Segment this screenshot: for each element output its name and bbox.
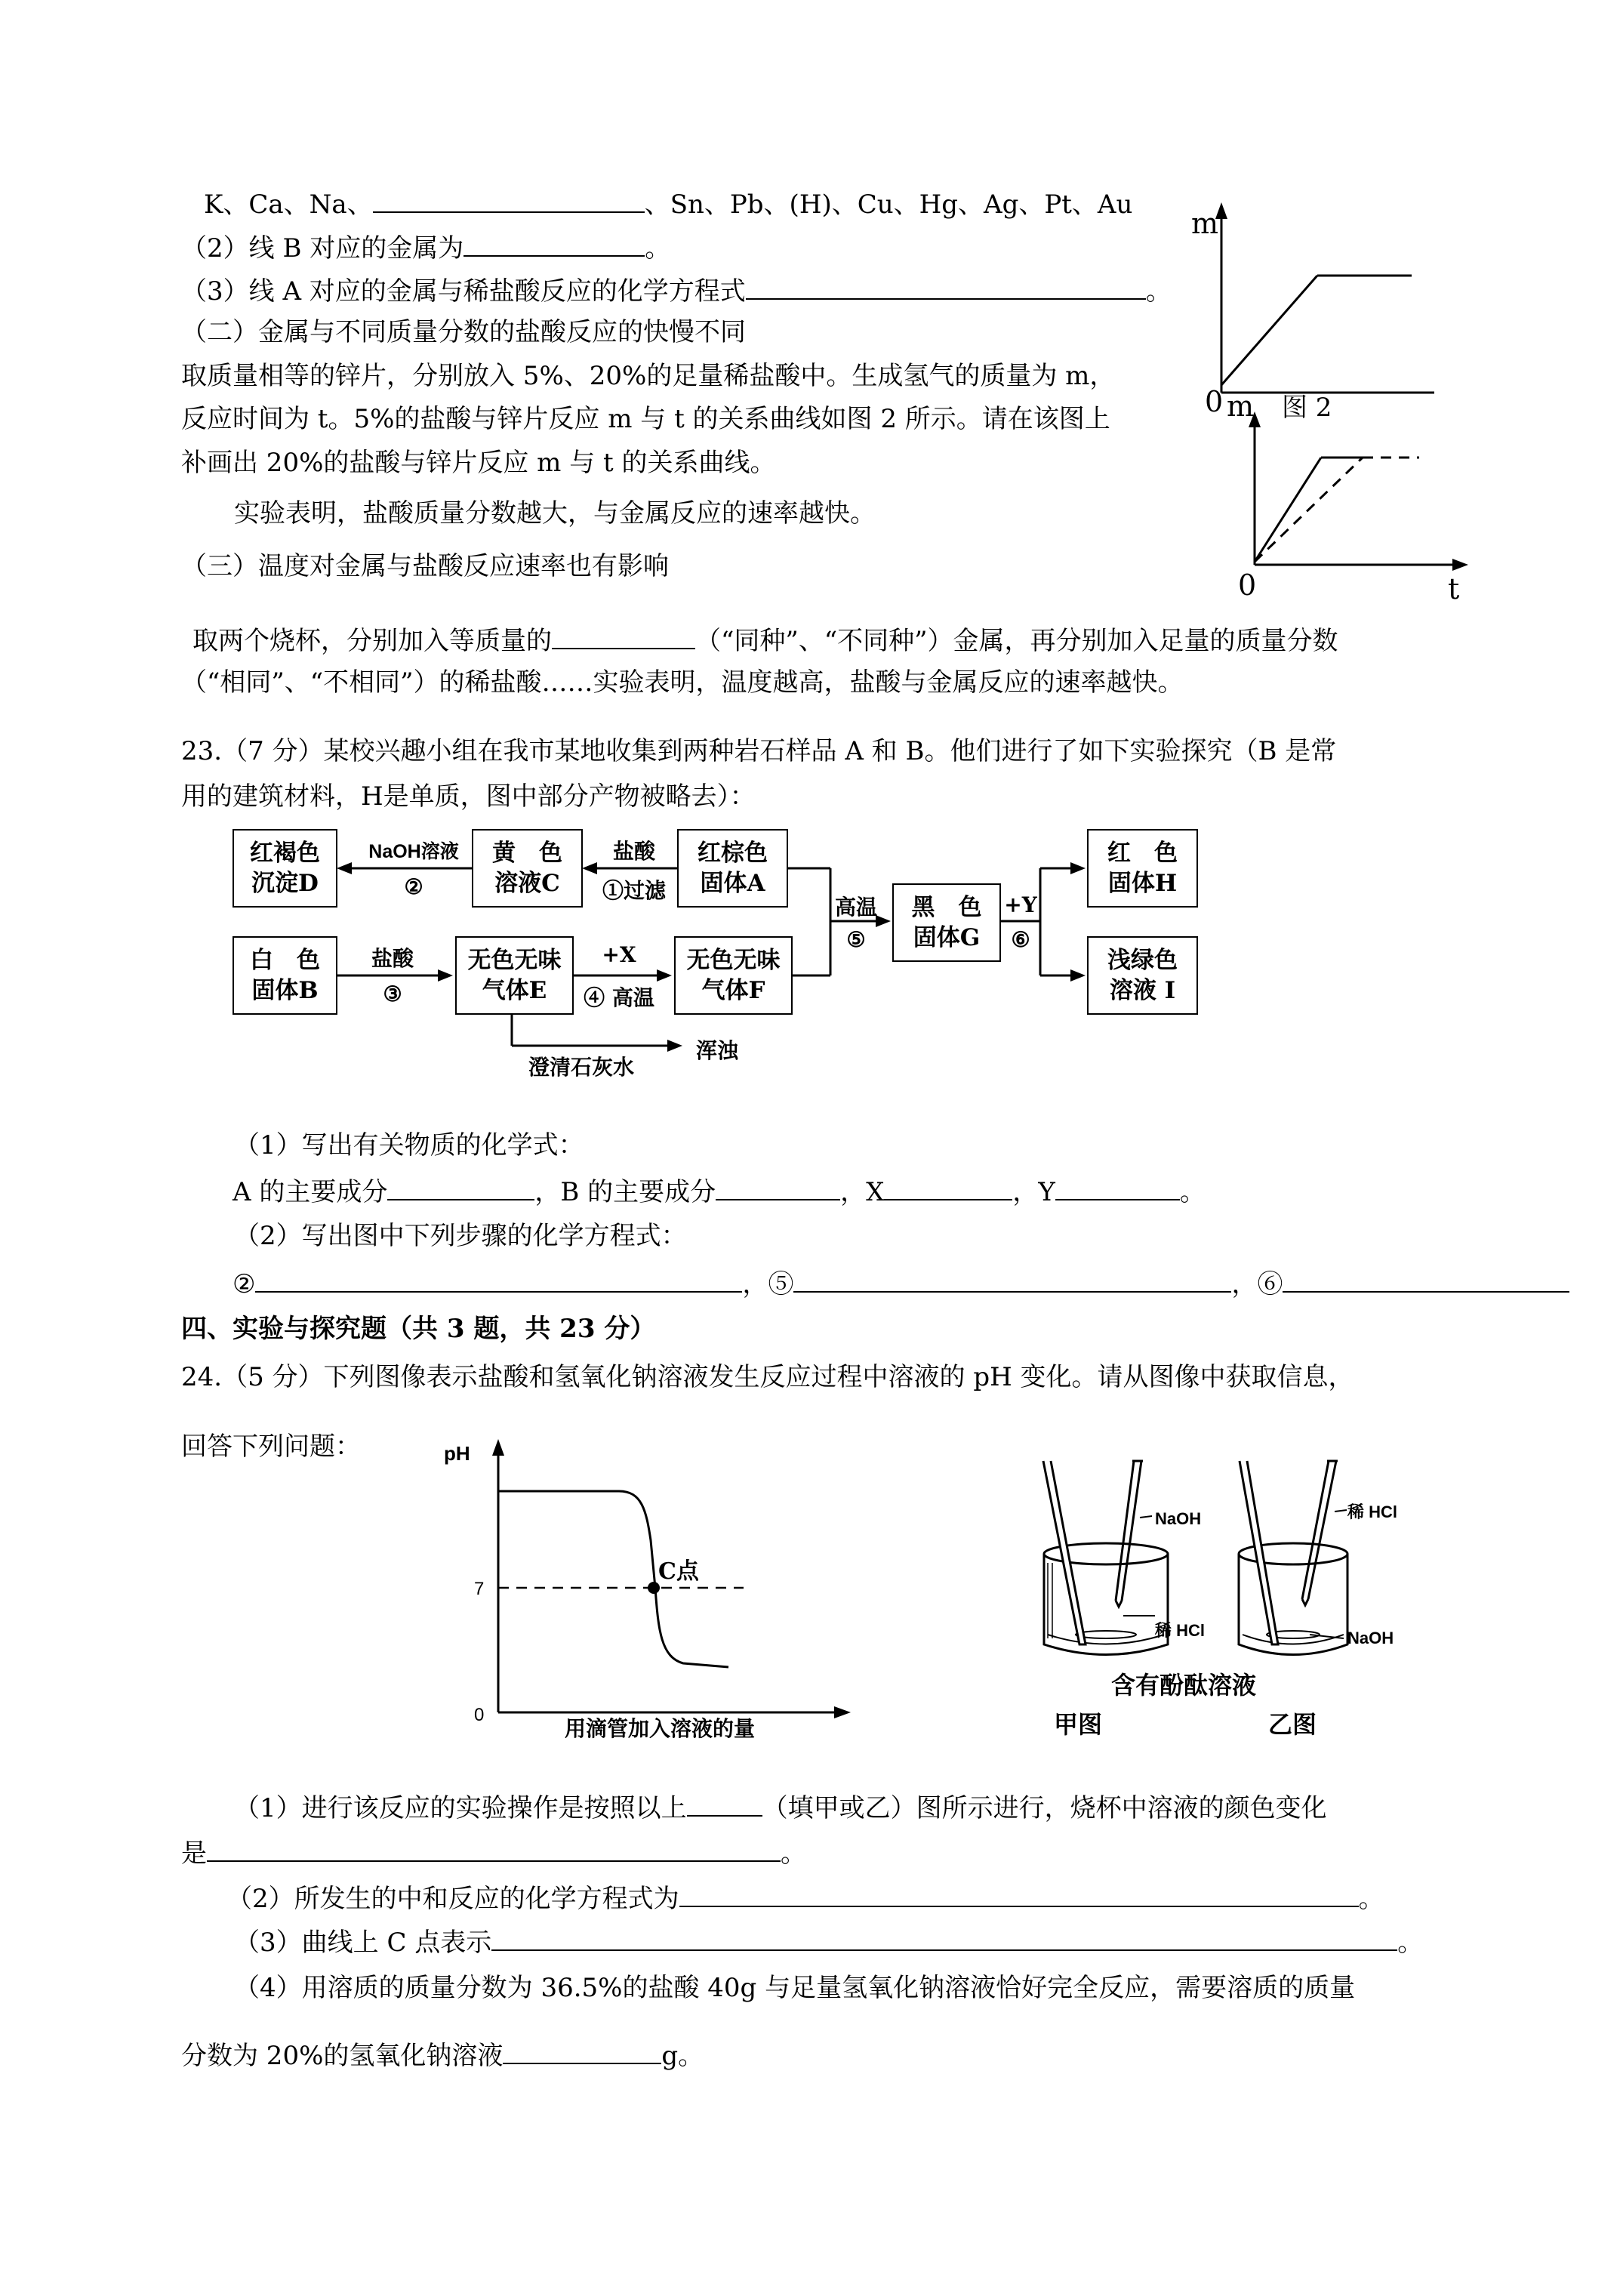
naoh-mass-blank[interactable] xyxy=(503,2039,661,2064)
yi-caption: 乙图 xyxy=(1268,1710,1317,1739)
conclusion-line: 实验表明，盐酸质量分数越大，与金属反应的速率越快。 xyxy=(234,498,876,529)
q24-sub-4-cont: 分数为 20%的氢氧化钠溶液 g。 xyxy=(181,2039,704,2071)
arrow-ef-bottom: ④ 高温 xyxy=(584,985,654,1010)
q23-sub-1: （1）写出有关物质的化学式： xyxy=(234,1130,584,1160)
beaker-yi xyxy=(1239,1461,1347,1655)
yi-solution-label: NaOH xyxy=(1347,1629,1394,1647)
q24-sub-2: （2）所发生的中和反应的化学方程式为 。 xyxy=(226,1881,1384,1914)
section-2-heading: （二）金属与不同质量分数的盐酸反应的快慢不同 xyxy=(181,317,746,347)
q24-line-1: 24.（5 分）下列图像表示盐酸和氢氧化钠溶液发生反应过程中溶液的 pH 变化。请从图像中获取信息， xyxy=(181,1362,1354,1392)
arrow-hi-bottom: ⑥ xyxy=(1011,927,1030,952)
arrow-ac-bottom: ①过滤 xyxy=(602,878,666,903)
q24-sub-1-cont: 是 。 xyxy=(181,1836,806,1869)
q23-line-2: 用的建筑材料，H是单质，图中部分产物被略去）： xyxy=(181,781,756,812)
ph-x-label: 用滴管加入溶液的量 xyxy=(565,1716,756,1741)
arrow-g-bottom: ⑤ xyxy=(846,927,866,952)
question-2-line: （2）线 B 对应的金属为 。 xyxy=(181,231,670,264)
graph-1-y-label: m xyxy=(1191,207,1219,240)
graph-2-caption: 图 2 xyxy=(1282,393,1332,423)
paragraph-line: （“相同”、“不相同”）的稀盐酸……实验表明，温度越高，盐酸与金属反应的速率越快。 xyxy=(181,667,1184,698)
ph-point-label: C点 xyxy=(658,1558,699,1585)
arrow-ac-top: 盐酸 xyxy=(612,839,655,864)
q23-sub-2: （2）写出图中下列步骤的化学方程式： xyxy=(234,1221,687,1251)
jia-dropper-label: NaOH xyxy=(1155,1509,1202,1528)
color-change-blank[interactable] xyxy=(207,1836,781,1862)
arrow-cd-bottom: ② xyxy=(404,874,423,899)
ph-tick-0: 0 xyxy=(474,1705,485,1725)
section-4-heading: 四、实验与探究题（共 3 题，共 23 分） xyxy=(181,1314,656,1344)
q23-sub-1-blanks: A 的主要成分 ，B 的主要成分 ，X ，Y 。 xyxy=(233,1175,1206,1207)
q23-line-1: 23.（7 分）某校兴趣小组在我市某地收集到两种岩石样品 A 和 B。他们进行了如下实验探究（B 是常 xyxy=(181,736,1337,766)
box-g: 黑 色 固体G xyxy=(892,883,1001,962)
paragraph-line: 取两个烧杯，分别加入等质量的 （“同种”、“不同种”）金属，再分别加入足量的质量分数 xyxy=(192,624,1338,656)
ph-y-label: pH xyxy=(444,1442,470,1465)
metal-activity-line: K、Ca、Na、 、Sn、Pb、(H)、Cu、Hg、Ag、Pt、Au xyxy=(204,187,1132,220)
turbid-label: 浑浊 xyxy=(695,1038,738,1063)
q24-line-2: 回答下列问题： xyxy=(181,1432,361,1462)
jia-or-yi-blank[interactable] xyxy=(687,1791,762,1817)
arrow-cd-top: NaOH溶液 xyxy=(368,841,459,862)
yi-dropper-label: 稀 HCl xyxy=(1347,1502,1398,1521)
paragraph-line: 反应时间为 t。5%的盐酸与锌片反应 m 与 t 的关系曲线如图 2 所示。请在该图上 xyxy=(181,404,1110,434)
jia-solution-label: 稀 HCl xyxy=(1155,1621,1206,1640)
arrow-ef-top: +X xyxy=(602,942,636,967)
section-3-heading: （三）温度对金属与盐酸反应速率也有影响 xyxy=(181,551,669,581)
box-i: 浅绿色 溶液 I xyxy=(1087,936,1198,1015)
jia-caption: 甲图 xyxy=(1054,1710,1103,1739)
box-c: 黄 色 溶液C xyxy=(472,829,583,908)
phenolphthalein-label: 含有酚酞溶液 xyxy=(1111,1671,1257,1700)
limewater-label: 澄清石灰水 xyxy=(528,1055,634,1080)
box-h: 红 色 固体H xyxy=(1087,829,1198,908)
neutralization-equation-blank[interactable] xyxy=(679,1881,1359,1907)
paragraph-line: 补画出 20%的盐酸与锌片反应 m 与 t 的关系曲线。 xyxy=(181,448,776,478)
arrow-g-top: 高温 xyxy=(834,895,877,920)
box-f: 无色无味 气体F xyxy=(674,936,793,1015)
box-e: 无色无味 气体E xyxy=(455,936,574,1015)
question-3-line: （3）线 A 对应的金属与稀盐酸反应的化学方程式 。 xyxy=(181,274,1172,307)
q23-equations: ② ，⑤ ，⑥ xyxy=(233,1267,1569,1299)
arrow-be-top: 盐酸 xyxy=(371,946,414,971)
graph-1-origin: 0 xyxy=(1205,385,1224,418)
ph-tick-7: 7 xyxy=(474,1579,485,1599)
graph-2-y-label: m xyxy=(1227,390,1255,423)
q24-sub-4: （4）用溶质的质量分数为 36.5%的盐酸 40g 与足量氢氧化钠溶液恰好完全反应，需要溶质的质量 xyxy=(234,1973,1356,2003)
graph-2-x-label: t xyxy=(1448,572,1460,606)
arrow-be-bottom: ③ xyxy=(383,982,402,1006)
beaker-jia xyxy=(1043,1461,1168,1655)
paragraph-line: 取质量相等的锌片，分别放入 5%、20%的足量稀盐酸中。生成氢气的质量为 m， xyxy=(181,361,1116,391)
q24-sub-1: （1）进行该反应的实验操作是按照以上 （填甲或乙）图所示进行，烧杯中溶液的颜色变化 xyxy=(234,1791,1327,1823)
point-c-meaning-blank[interactable] xyxy=(491,1925,1397,1951)
arrow-hi-top: +Y xyxy=(1004,892,1037,917)
q24-sub-3: （3）曲线上 C 点表示 。 xyxy=(234,1925,1423,1958)
box-d: 红褐色 沉淀D xyxy=(233,829,337,908)
box-a: 红棕色 固体A xyxy=(677,829,788,908)
graph-2-origin: 0 xyxy=(1238,569,1257,602)
box-b: 白 色 固体B xyxy=(233,936,337,1015)
